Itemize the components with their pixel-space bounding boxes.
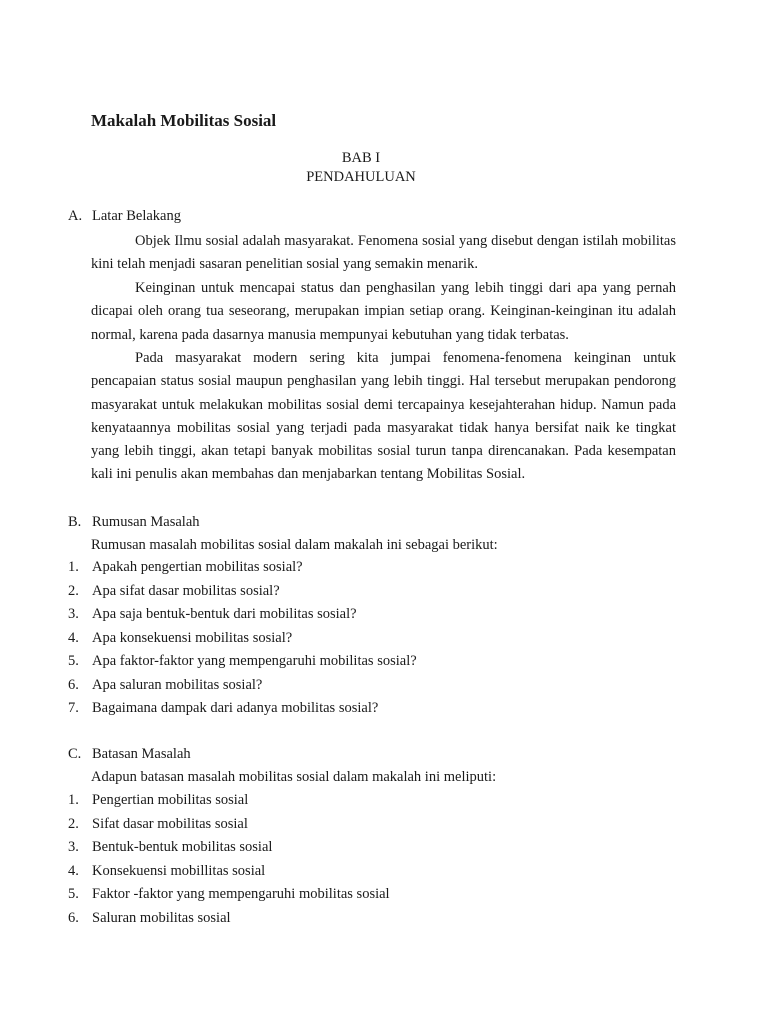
item-number: 2. bbox=[68, 815, 79, 832]
item-text: Apakah pengertian mobilitas sosial? bbox=[92, 559, 303, 575]
section-letter: C. bbox=[68, 746, 82, 762]
item-text: Apa konsekuensi mobilitas sosial? bbox=[92, 629, 293, 646]
item-text: Apa saluran mobilitas sosial? bbox=[92, 676, 263, 693]
item-text: Saluran mobilitas sosial bbox=[92, 909, 231, 926]
item-number: 4. bbox=[68, 862, 79, 879]
item-number: 6. bbox=[68, 909, 79, 926]
item-number: 2. bbox=[68, 582, 79, 599]
chapter-number: BAB I bbox=[341, 150, 381, 166]
item-text: Faktor -faktor yang mempengaruhi mobilitas sosial bbox=[92, 886, 390, 902]
item-text: Pengertian mobilitas sosial bbox=[92, 792, 249, 808]
item-number: 7. bbox=[68, 700, 79, 716]
paragraph: Keinginan untuk mencapai status dan penghasilan yang lebih tinggi dari apa yang pernah dicapai oleh orang tua seseorang, merupakan impian setiap orang. Keinginan-keinginan itu adalah normal, karena pada dasarnya manusia mempunyai kebutuhan yang tidak terbatas. bbox=[91, 280, 676, 343]
section-letter: A. bbox=[68, 208, 83, 224]
item-number: 5. bbox=[68, 886, 79, 902]
section-letter: B. bbox=[68, 514, 82, 530]
item-text: Bagaimana dampak dari adanya mobilitas sosial? bbox=[92, 700, 379, 716]
paragraph: Pada masyarakat modern sering kita jumpai fenomena-fenomena keinginan untuk pencapaian status sosial maupun penghasilan yang lebih tinggi. Hal tersebut merupakan pendorong masyarakat untuk melakukan mobilitas sosial demi tercapainya kesejahterahan hidup. Namun pada kenyataannya mobilitas sosial yang terjadi pada masyarakat tidak hanya bersifat naik ke tingkat yang lebih tinggi, akan tetapi banyak mobilitas sosial turun tanpa direncanakan. Pada kesempatan kali ini penulis akan membahas dan menjabarkan tentang Mobilitas Sosial. bbox=[91, 350, 676, 483]
item-text: Apa sifat dasar mobilitas sosial? bbox=[92, 582, 280, 599]
item-number: 1. bbox=[68, 792, 79, 808]
section-label: Batasan Masalah bbox=[92, 746, 191, 762]
item-text: Konsekuensi mobillitas sosial bbox=[92, 862, 266, 879]
item-text: Apa saja bentuk-bentuk dari mobilitas sosial? bbox=[92, 606, 357, 622]
item-number: 5. bbox=[68, 653, 79, 669]
item-text: Sifat dasar mobilitas sosial bbox=[92, 815, 248, 832]
item-number: 1. bbox=[68, 559, 79, 575]
item-number: 3. bbox=[68, 839, 79, 855]
item-number: 4. bbox=[68, 629, 79, 646]
item-number: 3. bbox=[68, 606, 79, 622]
document-title: Makalah Mobilitas Sosial bbox=[91, 111, 277, 130]
item-number: 6. bbox=[68, 676, 79, 693]
section-label: Latar Belakang bbox=[92, 208, 181, 224]
section-label: Rumusan Masalah bbox=[92, 514, 200, 530]
section-intro: Rumusan masalah mobilitas sosial dalam makalah ini sebagai berikut: bbox=[91, 537, 498, 553]
section-intro: Adapun batasan masalah mobilitas sosial dalam makalah ini meliputi: bbox=[91, 769, 497, 785]
paragraph: Objek Ilmu sosial adalah masyarakat. Fenomena sosial yang disebut dengan istilah mobilitas kini telah menjadi sasaran penelitian sosial yang semakin menarik. bbox=[91, 233, 676, 273]
item-text: Bentuk-bentuk mobilitas sosial bbox=[92, 839, 273, 855]
chapter-name: PENDAHULUAN bbox=[306, 169, 416, 185]
item-text: Apa faktor-faktor yang mempengaruhi mobilitas sosial? bbox=[92, 653, 417, 669]
